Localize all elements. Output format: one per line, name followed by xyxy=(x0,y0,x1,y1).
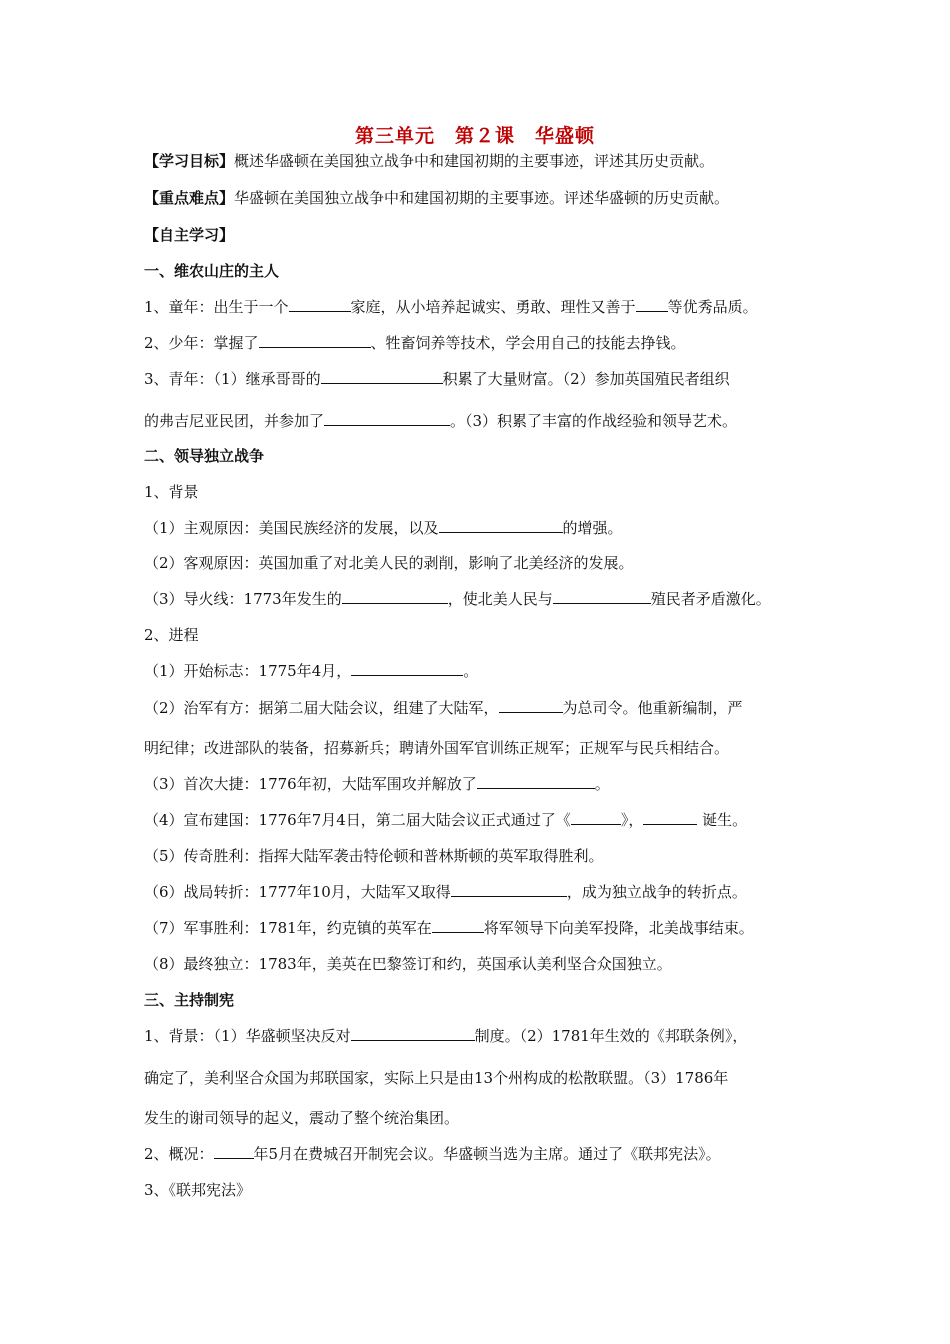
fill-blank[interactable] xyxy=(553,588,651,604)
text: （6）战局转折：1777年10月，大陆军又取得 xyxy=(144,883,451,901)
fill-blank[interactable] xyxy=(451,881,567,897)
section3-heading: 三、主持制宪 xyxy=(144,991,235,1009)
section1-heading: 一、维农山庄的主人 xyxy=(144,262,280,280)
s2-b3 xyxy=(144,588,824,610)
fill-blank[interactable] xyxy=(643,809,697,825)
s2-p6 xyxy=(144,881,824,903)
s3-c2 xyxy=(144,1143,824,1165)
fill-blank[interactable] xyxy=(499,697,563,713)
s2-p2 xyxy=(144,697,824,719)
text: （1）开始标志：1775年4月， xyxy=(144,662,352,680)
s2-background: 1、背景 xyxy=(144,483,199,501)
fill-blank[interactable] xyxy=(439,517,563,533)
text: 2、少年：掌握了 xyxy=(144,334,259,352)
text: （2）治军有方：据第二届大陆会议，组建了大陆军， xyxy=(144,699,499,717)
fill-blank[interactable] xyxy=(432,917,484,933)
s1-line4 xyxy=(144,410,824,432)
text: 3、青年：（1）继承哥哥的 xyxy=(144,370,321,388)
text: （3）导火线：1773年发生的 xyxy=(144,590,342,608)
text: ，成为独立战争的转折点。 xyxy=(566,883,747,901)
text: 诞生。 xyxy=(697,811,748,829)
fill-blank[interactable] xyxy=(259,332,371,348)
fill-blank[interactable] xyxy=(289,296,351,312)
fill-blank[interactable] xyxy=(342,588,448,604)
page-title: 第三单元 第２课 华盛顿 xyxy=(354,125,595,147)
s2-p7 xyxy=(144,917,824,939)
text: 、牲畜饲养等技术，学会用自己的技能去挣钱。 xyxy=(370,334,686,352)
text: 》， xyxy=(620,811,644,829)
s2-b2: （2）客观原因：英国加重了对北美人民的剥削，影响了北美经济的发展。 xyxy=(144,554,634,572)
text: 殖民者矛盾激化。 xyxy=(650,590,771,608)
s2-p5: （5）传奇胜利：指挥大陆军袭击特伦顿和普林斯顿的英军取得胜利。 xyxy=(144,847,604,865)
learning-goal xyxy=(144,150,824,172)
text: 。 xyxy=(463,662,479,680)
text: 的增强。 xyxy=(562,519,623,537)
s2-p4 xyxy=(144,809,824,831)
fill-blank[interactable] xyxy=(214,1143,254,1159)
s2-p2-cont: 明纪律；改进部队的装备，招募新兵；聘请外国军官训练正规军；正规军与民兵相结合。 xyxy=(144,739,730,757)
s3-c1 xyxy=(144,1025,824,1047)
s1-line2 xyxy=(144,332,824,354)
text: 制度。（2）1781年生效的《邦联条例》， xyxy=(474,1027,748,1045)
s2-p3 xyxy=(144,773,824,795)
text: 1、童年：出生于一个 xyxy=(144,298,289,316)
text: 2、概况： xyxy=(144,1145,214,1163)
text: （1）主观原因：美国民族经济的发展，以及 xyxy=(144,519,439,537)
fill-blank[interactable] xyxy=(571,809,621,825)
key-text: 华盛顿在美国独立战争中和建国初期的主要事迹。评述华盛顿的历史贡献。 xyxy=(234,189,730,207)
text: 等优秀品质。 xyxy=(667,298,758,316)
fill-blank[interactable] xyxy=(321,368,443,384)
text: 1、背景：（1）华盛顿坚决反对 xyxy=(144,1027,351,1045)
fill-blank[interactable] xyxy=(351,660,463,676)
section2-heading: 二、领导独立战争 xyxy=(144,447,265,465)
s1-line3 xyxy=(144,368,824,390)
s2-progress: 2、进程 xyxy=(144,626,199,644)
text: 。（3）积累了丰富的作战经验和领导艺术。 xyxy=(450,412,738,430)
s2-p1 xyxy=(144,660,824,682)
key-points xyxy=(144,187,824,209)
text: （4）宣布建国：1776年7月4日，第二届大陆会议正式通过了《 xyxy=(144,811,571,829)
goal-text: 概述华盛顿在美国独立战争中和建国初期的主要事迹，评述其历史贡献。 xyxy=(234,152,715,170)
text: 积累了大量财富。（2）参加英国殖民者组织 xyxy=(442,370,730,388)
self-study-heading: 【自主学习】 xyxy=(144,226,235,244)
text: 。 xyxy=(594,775,610,793)
fill-blank[interactable] xyxy=(324,410,450,426)
s2-p8: （8）最终独立：1783年，美英在巴黎签订和约，英国承认美利坚合众国独立。 xyxy=(144,955,672,973)
text: ，使北美人民与 xyxy=(447,590,553,608)
fill-blank[interactable] xyxy=(351,1025,475,1041)
s3-c1-cont2: 发生的谢司领导的起义，震动了整个统治集团。 xyxy=(144,1109,460,1127)
s3-c3: 3、《联邦宪法》 xyxy=(144,1181,252,1199)
key-label: 【重点难点】 xyxy=(144,189,235,207)
text: （7）军事胜利：1781年，约克镇的英军在 xyxy=(144,919,432,937)
s1-line1 xyxy=(144,296,824,318)
fill-blank[interactable] xyxy=(477,773,595,789)
goal-label: 【学习目标】 xyxy=(144,152,235,170)
text: 将军领导下向美军投降，北美战事结束。 xyxy=(483,919,754,937)
s2-b1 xyxy=(144,517,824,539)
text: 为总司令。他重新编制，严 xyxy=(562,699,743,717)
s3-c1-cont: 确定了，美利坚合众国为邦联国家，实际上只是由13个州构成的松散联盟。（3）1786年 xyxy=(144,1069,729,1087)
fill-blank[interactable] xyxy=(636,296,668,312)
text: 年5月在费城召开制宪会议。华盛顿当选为主席。通过了《联邦宪法》。 xyxy=(253,1145,721,1163)
text: 的弗吉尼亚民团，并参加了 xyxy=(144,412,325,430)
text: （3）首次大捷：1776年初，大陆军围攻并解放了 xyxy=(144,775,477,793)
text: 家庭，从小培养起诚实、勇敢、理性又善于 xyxy=(350,298,636,316)
